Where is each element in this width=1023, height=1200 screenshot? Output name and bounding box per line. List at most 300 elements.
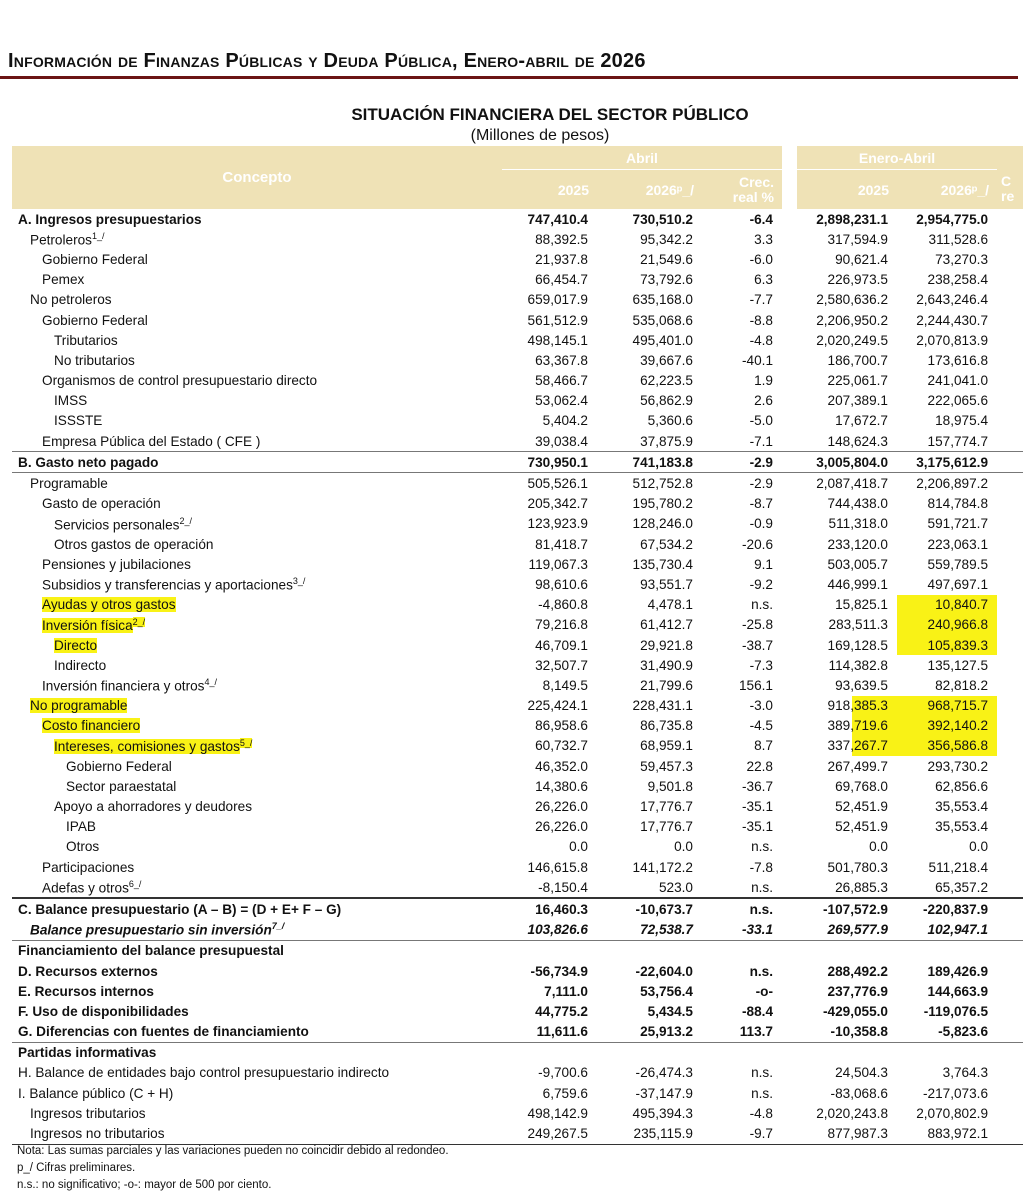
table-row bbox=[12, 270, 1023, 290]
cell-eneabr-2025: 283,511.3 bbox=[828, 617, 888, 633]
cell-abril-crec-real: -8.8 bbox=[749, 312, 773, 328]
cell-eneabr-2025: 288,492.2 bbox=[827, 963, 888, 979]
table-row bbox=[12, 371, 1023, 391]
cell-eneabr-2026: 2,070,813.9 bbox=[916, 332, 989, 348]
cell-eneabr-2025: 24,504.3 bbox=[835, 1065, 888, 1081]
table-row bbox=[12, 1123, 1023, 1144]
cell-eneabr-2026: -119,076.5 bbox=[923, 1003, 989, 1019]
cell-abril-2025: 146,615.8 bbox=[527, 859, 588, 875]
row-concept: IMSS bbox=[54, 393, 88, 409]
table-row bbox=[12, 595, 1023, 615]
cell-eneabr-2025: 389,719.6 bbox=[797, 716, 897, 736]
table-row bbox=[12, 898, 1023, 919]
cell-abril-2026: 73,792.6 bbox=[640, 272, 693, 288]
cell-eneabr-2026: 3,764.3 bbox=[942, 1065, 989, 1081]
cell-abril-2026: 61,412.7 bbox=[640, 617, 693, 633]
cell-abril-2025: 730,950.1 bbox=[502, 452, 597, 473]
cell-eneabr-2026: 173,616.8 bbox=[927, 352, 989, 368]
cell-abril-2026: 512,752.8 bbox=[597, 473, 702, 494]
cell-abril-2026: -10,673.7 bbox=[597, 898, 702, 919]
cell-eneabr-2026: 2,206,897.2 bbox=[897, 473, 997, 494]
cell-eneabr-2026: -217,073.6 bbox=[923, 1085, 989, 1101]
cell-eneabr-2026: 2,070,802.9 bbox=[916, 1105, 989, 1121]
cell-eneabr-2026: 591,721.7 bbox=[927, 516, 989, 532]
cell-eneabr-2025: 93,639.5 bbox=[835, 677, 888, 693]
row-concept: No tributarios bbox=[54, 352, 135, 368]
cell-eneabr-2026: 240,966.8 bbox=[897, 615, 997, 635]
cell-abril-2026: 37,875.9 bbox=[640, 433, 693, 449]
cell-eneabr-2026: 241,041.0 bbox=[927, 373, 989, 389]
row-concept: Adefas y otros$^{6\_/}$ bbox=[42, 879, 142, 896]
row-concept: Programable bbox=[12, 473, 502, 494]
footnote-ref: 7_/ bbox=[271, 921, 285, 932]
cell-eneabr-2025: 17,672.7 bbox=[835, 413, 888, 429]
cell-abril-2026 bbox=[597, 940, 702, 961]
table-body bbox=[12, 209, 1023, 1144]
cell-abril-crec-real: n.s. bbox=[751, 839, 773, 855]
cell-abril-crec-real: -40.1 bbox=[742, 352, 773, 368]
row-concept: Organismos de control presupuestario directo bbox=[42, 373, 318, 389]
cell-eneabr-2025: 317,594.9 bbox=[827, 231, 888, 247]
cell-abril-2026: 67,534.2 bbox=[640, 536, 693, 552]
cell-eneabr-2026: 222,065.6 bbox=[927, 393, 989, 409]
row-concept: A. Ingresos presupuestarios bbox=[18, 211, 202, 227]
table-row bbox=[12, 1022, 1023, 1043]
row-concept: Costo financiero bbox=[42, 718, 141, 734]
column-group-enero-abril: Enero-Abril bbox=[797, 146, 997, 170]
table-row bbox=[12, 655, 1023, 675]
cell-abril-2025: 26,226.0 bbox=[535, 799, 588, 815]
cell-abril-2025: 46,709.1 bbox=[535, 637, 588, 653]
cell-abril-crec-real: -4.8 bbox=[749, 1105, 773, 1121]
row-concept: Empresa Pública del Estado ( CFE ) bbox=[42, 433, 261, 449]
cell-eneabr-2025: 503,005.7 bbox=[827, 556, 888, 572]
cell-abril-2026: 141,172.2 bbox=[632, 859, 693, 875]
cell-abril-crec-real: -o- bbox=[755, 983, 773, 999]
cell-abril-2026: 195,780.2 bbox=[632, 496, 693, 512]
row-concept: Gobierno Federal bbox=[42, 312, 148, 328]
cell-eneabr-2025: 3,005,804.0 bbox=[797, 452, 897, 473]
cell-abril-2025: 14,380.6 bbox=[535, 778, 588, 794]
table-row bbox=[12, 940, 1023, 961]
row-concept: F. Uso de disponibilidades bbox=[18, 1003, 189, 1019]
cell-eneabr-2025: 446,999.1 bbox=[827, 576, 888, 592]
column-header-abril-2026: 2026ᵖ_/ bbox=[597, 170, 702, 210]
cell-abril-2026: 535,068.6 bbox=[632, 312, 693, 328]
cell-eneabr-2026: 157,774.7 bbox=[927, 433, 989, 449]
cell-eneabr-2026: 35,553.4 bbox=[935, 799, 989, 815]
cell-abril-2026: 21,799.6 bbox=[640, 677, 693, 693]
cell-abril-2025: 7,111.0 bbox=[544, 983, 588, 999]
cell-abril-2025: 58,466.7 bbox=[535, 373, 588, 389]
cell-eneabr-2026: 497,697.1 bbox=[927, 576, 989, 592]
cell-abril-crec-real: -4.5 bbox=[749, 718, 773, 734]
row-concept: No petroleros bbox=[30, 292, 112, 308]
row-concept: Subsidios y transferencias y aportaciones$^{3\_/}$ bbox=[42, 576, 306, 593]
cell-eneabr-2026: 356,586.8 bbox=[897, 736, 997, 756]
cell-eneabr-2025: 52,451.9 bbox=[835, 819, 888, 835]
row-concept: I. Balance público (C + H) bbox=[18, 1085, 174, 1101]
cell-abril-2025: 44,775.2 bbox=[535, 1003, 588, 1019]
cell-abril-2026: 495,394.3 bbox=[632, 1105, 693, 1121]
cell-abril-2026: 68,959.1 bbox=[640, 738, 693, 754]
cell-abril-2025: 505,526.1 bbox=[502, 473, 597, 494]
table-row bbox=[12, 776, 1023, 796]
cell-abril-2025 bbox=[502, 940, 597, 961]
cell-eneabr-2025: 186,700.7 bbox=[827, 352, 888, 368]
cell-abril-crec-real: 1.9 bbox=[754, 373, 773, 389]
table-row bbox=[12, 229, 1023, 249]
row-concept: Ingresos tributarios bbox=[30, 1105, 146, 1121]
cell-abril-crec-real: -7.1 bbox=[749, 433, 773, 449]
cell-eneabr-2025: 52,451.9 bbox=[835, 799, 888, 815]
row-concept: Indirecto bbox=[54, 657, 107, 673]
cell-abril-crec-real: -0.9 bbox=[749, 516, 773, 532]
row-concept: Ingresos no tributarios bbox=[12, 1123, 502, 1144]
row-concept: Gobierno Federal bbox=[66, 758, 172, 774]
cell-eneabr-2025: 169,128.5 bbox=[827, 637, 888, 653]
row-concept: Gasto de operación bbox=[42, 496, 161, 512]
cell-eneabr-2026: 10,840.7 bbox=[897, 595, 997, 615]
cell-abril-2026: 17,776.7 bbox=[640, 819, 693, 835]
footnote-ref: 3_/ bbox=[292, 576, 306, 587]
cell-eneabr-2025: 69,768.0 bbox=[835, 778, 888, 794]
footnote-ns: n.s.: no significativo; -o-: mayor de 500 por ciento. bbox=[17, 1179, 272, 1191]
table-row bbox=[12, 696, 1023, 716]
cell-abril-crec-real: -33.1 bbox=[742, 922, 773, 938]
cell-abril-2026: 4,478.1 bbox=[647, 597, 693, 613]
cell-abril-2025: 249,267.5 bbox=[502, 1123, 597, 1144]
cell-abril-crec-real: -7.8 bbox=[749, 859, 773, 875]
cell-abril-crec-real: -25.8 bbox=[742, 617, 773, 633]
report-header-title: Información de Finanzas Públicas y Deuda Pública, Enero-abril de 2026 bbox=[8, 50, 646, 72]
cell-abril-crec-real: n.s. bbox=[751, 1085, 773, 1101]
cell-abril-crec-real: 156.1 bbox=[738, 677, 773, 693]
cell-abril-2025: 86,958.6 bbox=[535, 718, 588, 734]
cell-eneabr-2026: 144,663.9 bbox=[927, 983, 989, 999]
cell-abril-2026: 9,501.8 bbox=[647, 778, 693, 794]
cell-abril-crec-real: -7.3 bbox=[749, 657, 773, 673]
cell-eneabr-2026: 392,140.2 bbox=[897, 716, 997, 736]
cell-abril-crec-real bbox=[702, 940, 782, 961]
cell-abril-2025: 79,216.8 bbox=[535, 617, 588, 633]
cell-eneabr-2026: 105,839.3 bbox=[897, 635, 997, 655]
table-row bbox=[12, 574, 1023, 594]
cell-eneabr-2026: 814,784.8 bbox=[927, 496, 989, 512]
table-row bbox=[12, 817, 1023, 837]
footnote-ref: 1_/ bbox=[91, 231, 105, 242]
cell-abril-2026: 25,913.2 bbox=[640, 1024, 693, 1040]
table-row bbox=[12, 675, 1023, 695]
row-concept: Pensiones y jubilaciones bbox=[42, 556, 191, 572]
cell-abril-2025: 747,410.4 bbox=[527, 211, 588, 227]
table-row bbox=[12, 857, 1023, 877]
table-row bbox=[12, 736, 1023, 756]
column-header-abril-2025: 2025 bbox=[502, 170, 597, 210]
cell-abril-crec-real: -8.7 bbox=[749, 496, 773, 512]
cell-abril-2025: 39,038.4 bbox=[535, 433, 588, 449]
cell-abril-2026: 29,921.8 bbox=[640, 637, 693, 653]
cell-abril-2026: 0.0 bbox=[674, 839, 693, 855]
column-header-eneabr-2026: 2026ᵖ_/ bbox=[897, 170, 997, 210]
cell-eneabr-2026: 102,947.1 bbox=[927, 922, 989, 938]
cell-eneabr-2026: 3,175,612.9 bbox=[897, 452, 997, 473]
cell-abril-crec-real bbox=[702, 1042, 782, 1063]
cell-eneabr-2025: 26,885.3 bbox=[835, 879, 888, 895]
cell-abril-2025: 561,512.9 bbox=[527, 312, 588, 328]
table-row bbox=[12, 330, 1023, 350]
cell-eneabr-2025: 877,987.3 bbox=[797, 1123, 897, 1144]
row-concept: Tributarios bbox=[54, 332, 118, 348]
table-row bbox=[12, 452, 1023, 473]
table-row bbox=[12, 961, 1023, 981]
footnote-rounding: Nota: Las sumas parciales y las variaciones pueden no coincidir debido al redondeo. bbox=[17, 1145, 449, 1157]
cell-abril-2026: 62,223.5 bbox=[640, 373, 693, 389]
cell-eneabr-2026: 223,063.1 bbox=[927, 536, 989, 552]
cell-abril-2026: 31,490.9 bbox=[640, 657, 693, 673]
table-row bbox=[12, 514, 1023, 534]
cell-abril-2025: 88,392.5 bbox=[535, 231, 588, 247]
cell-eneabr-2025: 15,825.1 bbox=[835, 597, 888, 613]
row-concept: Participaciones bbox=[42, 859, 135, 875]
cell-abril-2026: 17,776.7 bbox=[640, 799, 693, 815]
cell-abril-crec-real: -9.7 bbox=[702, 1123, 782, 1144]
header-rule bbox=[0, 76, 1018, 79]
cell-abril-2026: 53,756.4 bbox=[640, 983, 693, 999]
cell-abril-2025: 46,352.0 bbox=[535, 758, 588, 774]
cell-eneabr-2026: 135,127.5 bbox=[927, 657, 989, 673]
cell-abril-2026 bbox=[597, 1042, 702, 1063]
cell-eneabr-2025: 225,061.7 bbox=[827, 373, 888, 389]
row-concept: Inversión financiera y otros$^{4\_/}$ bbox=[42, 677, 217, 694]
row-concept: ISSSTE bbox=[54, 413, 103, 429]
table-row bbox=[12, 920, 1023, 941]
row-concept: IPAB bbox=[66, 819, 96, 835]
table-row bbox=[12, 981, 1023, 1001]
cell-eneabr-2025: 90,621.4 bbox=[835, 251, 888, 267]
cell-abril-2026: 39,667.6 bbox=[640, 352, 693, 368]
table-row bbox=[12, 411, 1023, 431]
cell-eneabr-2026: 82,818.2 bbox=[935, 677, 989, 693]
cell-abril-crec-real: -20.6 bbox=[742, 536, 773, 552]
cell-abril-2026: 235,115.9 bbox=[597, 1123, 702, 1144]
cell-abril-2025: -8,150.4 bbox=[538, 879, 588, 895]
cell-eneabr-2026: -220,837.9 bbox=[897, 898, 997, 919]
cell-eneabr-2025: 148,624.3 bbox=[827, 433, 888, 449]
table-row bbox=[12, 350, 1023, 370]
cell-eneabr-2025: 2,020,243.8 bbox=[816, 1105, 888, 1121]
cell-abril-crec-real: -2.9 bbox=[702, 473, 782, 494]
table-row bbox=[12, 554, 1023, 574]
table-row bbox=[12, 1083, 1023, 1103]
row-concept: Partidas informativas bbox=[12, 1042, 502, 1063]
cell-abril-crec-real: n.s. bbox=[751, 1065, 773, 1081]
cell-abril-crec-real: -9.2 bbox=[749, 576, 773, 592]
cell-eneabr-2025: 2,020,249.5 bbox=[816, 332, 888, 348]
cell-abril-2026: 128,246.0 bbox=[632, 516, 693, 532]
cell-eneabr-2025: 269,577.9 bbox=[827, 922, 888, 938]
cell-abril-crec-real: n.s. bbox=[749, 963, 773, 979]
cell-eneabr-2025: 744,438.0 bbox=[827, 496, 888, 512]
cell-abril-2025: 8,149.5 bbox=[542, 677, 588, 693]
row-concept: Apoyo a ahorradores y deudores bbox=[54, 799, 252, 815]
column-group-abril: Abril bbox=[502, 146, 782, 170]
cell-abril-2026: 495,401.0 bbox=[632, 332, 693, 348]
row-concept: Balance presupuestario sin inversión$^{7\_/}$ bbox=[30, 921, 285, 938]
footnotes bbox=[17, 1143, 449, 1194]
cell-abril-2026: 72,538.7 bbox=[640, 922, 693, 938]
cell-abril-crec-real: 8.7 bbox=[754, 738, 773, 754]
row-concept: Servicios personales$^{2\_/}$ bbox=[54, 515, 192, 533]
cell-abril-2025: 32,507.7 bbox=[535, 657, 588, 673]
cell-eneabr-2026: 2,643,246.4 bbox=[916, 292, 989, 308]
cell-abril-crec-real: -35.1 bbox=[742, 799, 773, 815]
cell-eneabr-2026: 511,218.4 bbox=[928, 859, 989, 875]
cell-abril-2026: 741,183.8 bbox=[597, 452, 702, 473]
cell-eneabr-2026: 35,553.4 bbox=[935, 819, 989, 835]
table-row bbox=[12, 877, 1023, 898]
cell-abril-2025: -56,734.9 bbox=[530, 963, 588, 979]
cell-eneabr-2026: 883,972.1 bbox=[897, 1123, 997, 1144]
cell-eneabr-2026: 18,975.4 bbox=[935, 413, 989, 429]
cell-abril-2025: 498,142.9 bbox=[527, 1105, 588, 1121]
cell-abril-2026: 93,551.7 bbox=[640, 576, 693, 592]
cell-eneabr-2026 bbox=[897, 940, 997, 961]
row-concept: Pemex bbox=[42, 272, 85, 288]
cell-eneabr-2025: -429,055.0 bbox=[822, 1003, 888, 1019]
cell-abril-crec-real: -38.7 bbox=[742, 637, 773, 653]
footnote-ref: 5_/ bbox=[239, 737, 253, 748]
table-row bbox=[12, 615, 1023, 635]
table-row bbox=[12, 290, 1023, 310]
cell-abril-crec-real: -7.7 bbox=[749, 292, 773, 308]
cell-abril-2026: -37,147.9 bbox=[635, 1085, 693, 1101]
table-row bbox=[12, 249, 1023, 269]
footnote-preliminary: p_/ Cifras preliminares. bbox=[17, 1162, 136, 1174]
cell-eneabr-2026: 65,357.2 bbox=[935, 879, 989, 895]
cell-eneabr-2026: 2,954,775.0 bbox=[916, 211, 989, 227]
footnote-ref: 2_/ bbox=[132, 616, 146, 627]
table-row bbox=[12, 1103, 1023, 1123]
cell-abril-crec-real: -88.4 bbox=[742, 1003, 773, 1019]
cell-eneabr-2026: 238,258.4 bbox=[927, 272, 989, 288]
financial-table-container bbox=[12, 146, 1023, 1145]
cell-abril-2026: 86,735.8 bbox=[640, 718, 693, 734]
table-subtitle: (Millones de pesos) bbox=[470, 127, 610, 144]
table-row bbox=[12, 1063, 1023, 1083]
cell-abril-2026: 95,342.2 bbox=[640, 231, 693, 247]
row-concept: Inversión física$^{2\_/}$ bbox=[42, 616, 146, 634]
cell-eneabr-2025: 207,389.1 bbox=[827, 393, 888, 409]
table-row bbox=[12, 494, 1023, 514]
cell-abril-2026: 59,457.3 bbox=[640, 758, 693, 774]
cell-abril-2025: 205,342.7 bbox=[527, 496, 588, 512]
cell-abril-crec-real: 22.8 bbox=[746, 758, 773, 774]
footnote-ref: 6_/ bbox=[128, 879, 142, 890]
cell-abril-2026: 56,862.9 bbox=[640, 393, 693, 409]
cell-abril-crec-real: -36.7 bbox=[742, 778, 773, 794]
column-header-eneabr-crec-partial: C re bbox=[997, 170, 1023, 210]
cell-eneabr-2025: 237,776.9 bbox=[827, 983, 888, 999]
cell-abril-crec-real: n.s. bbox=[751, 597, 773, 613]
cell-abril-2025: 11,611.6 bbox=[536, 1024, 588, 1040]
cell-eneabr-2026: 311,528.6 bbox=[928, 231, 989, 247]
footnote-ref: 4_/ bbox=[204, 677, 217, 688]
cell-eneabr-2025: 226,973.5 bbox=[827, 272, 888, 288]
cell-abril-2025: 60,732.7 bbox=[535, 738, 588, 754]
cell-abril-crec-real: 2.6 bbox=[754, 393, 773, 409]
cell-eneabr-2026: 62,856.6 bbox=[935, 778, 989, 794]
table-row bbox=[12, 756, 1023, 776]
row-concept: Otros bbox=[66, 839, 100, 855]
table-row bbox=[12, 310, 1023, 330]
cell-abril-2025: 6,759.6 bbox=[542, 1085, 588, 1101]
cell-eneabr-2026: 559,789.5 bbox=[927, 556, 989, 572]
cell-abril-2025: -4,860.8 bbox=[538, 597, 588, 613]
cell-abril-2025: 225,424.1 bbox=[527, 698, 588, 714]
cell-abril-2026: 5,434.5 bbox=[647, 1003, 693, 1019]
cell-eneabr-2025: -10,358.8 bbox=[830, 1024, 888, 1040]
cell-eneabr-2026: 293,730.2 bbox=[927, 758, 989, 774]
cell-abril-crec-real: -6.4 bbox=[749, 211, 773, 227]
column-header-abril-crec bbox=[702, 170, 782, 210]
column-header-eneabr-2025: 2025 bbox=[797, 170, 897, 210]
cell-abril-crec-real: -3.0 bbox=[749, 698, 773, 714]
table-row bbox=[12, 1042, 1023, 1063]
cell-abril-2025: 66,454.7 bbox=[535, 272, 588, 288]
cell-abril-crec-real: -6.0 bbox=[749, 251, 773, 267]
crec-label-line2: real % bbox=[732, 188, 774, 205]
cell-abril-2025: 0.0 bbox=[569, 839, 588, 855]
cell-eneabr-2026: -5,823.6 bbox=[938, 1024, 989, 1040]
cell-eneabr-2025: 114,382.8 bbox=[828, 657, 888, 673]
row-concept: Petroleros$^{1\_/}$ bbox=[30, 231, 105, 248]
cell-abril-crec-real: n.s. bbox=[751, 879, 773, 895]
cell-abril-crec-real: 113.7 bbox=[739, 1024, 773, 1040]
cell-abril-crec-real: -4.8 bbox=[749, 332, 773, 348]
table-row bbox=[12, 391, 1023, 411]
cell-abril-crec-real: -35.1 bbox=[742, 819, 773, 835]
cell-abril-crec-real: n.s. bbox=[702, 898, 782, 919]
crec-label-line1: Crec. bbox=[738, 173, 774, 190]
cell-abril-2026: -22,604.0 bbox=[635, 963, 693, 979]
cell-eneabr-2025 bbox=[797, 1042, 897, 1063]
cell-abril-crec-real: 6.3 bbox=[754, 272, 773, 288]
row-concept: Otros gastos de operación bbox=[54, 536, 214, 552]
cell-abril-2025: -9,700.6 bbox=[538, 1065, 588, 1081]
row-concept: G. Diferencias con fuentes de financiamiento bbox=[18, 1024, 309, 1040]
cell-abril-2025 bbox=[502, 1042, 597, 1063]
row-concept: H. Balance de entidades bajo control presupuestario indirecto bbox=[18, 1065, 390, 1081]
table-row bbox=[12, 716, 1023, 736]
cell-eneabr-2025: 233,120.0 bbox=[827, 536, 888, 552]
cell-eneabr-2025: 2,580,636.2 bbox=[816, 292, 888, 308]
cell-abril-2025: 659,017.9 bbox=[527, 292, 588, 308]
cell-abril-2026: 21,549.6 bbox=[640, 251, 693, 267]
cell-eneabr-2026: 73,270.3 bbox=[935, 251, 989, 267]
cell-eneabr-2025: 2,087,418.7 bbox=[797, 473, 897, 494]
row-concept: Financiamiento del balance presupuestal bbox=[12, 940, 502, 961]
table-row bbox=[12, 796, 1023, 816]
row-concept: No programable bbox=[30, 698, 128, 714]
cell-abril-2025: 21,937.8 bbox=[535, 251, 588, 267]
row-concept: Ayudas y otros gastos bbox=[42, 597, 176, 613]
column-header-concepto: Concepto bbox=[12, 146, 502, 209]
cell-eneabr-2025: -107,572.9 bbox=[797, 898, 897, 919]
cell-abril-2025: 5,404.2 bbox=[542, 413, 588, 429]
cell-eneabr-2026: 189,426.9 bbox=[927, 963, 989, 979]
cell-abril-2026: 730,510.2 bbox=[632, 211, 693, 227]
